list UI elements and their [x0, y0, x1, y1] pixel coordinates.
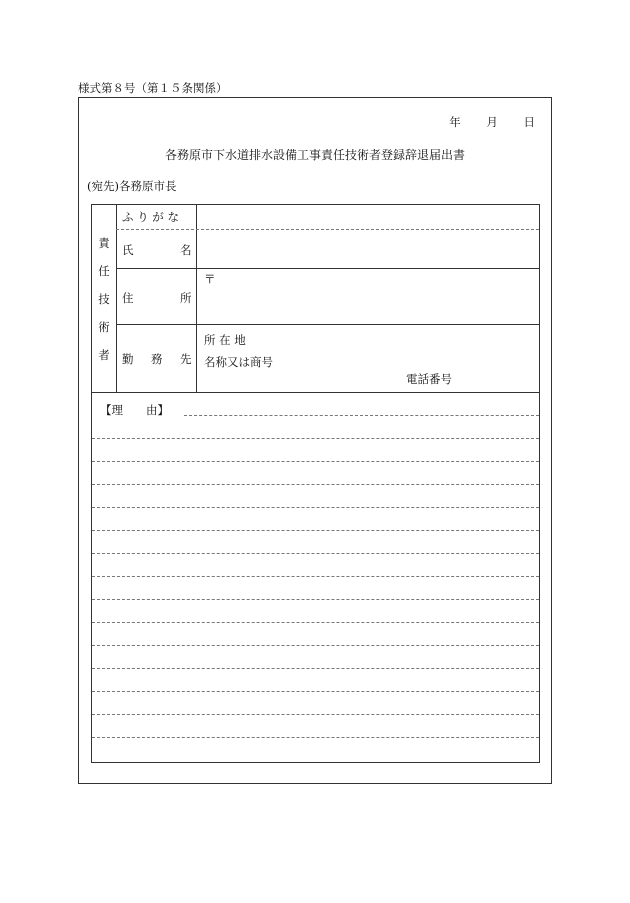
reason-line: [184, 415, 539, 416]
reason-line: [92, 622, 539, 623]
section-label-char: 術: [98, 320, 110, 334]
reason-line: [92, 484, 539, 485]
entry-table: [91, 204, 540, 763]
reason-line: [92, 599, 539, 600]
form-frame: [78, 97, 552, 784]
section-label-char: 任: [98, 264, 110, 278]
employer-label-2: 務: [151, 352, 163, 366]
reason-line: [92, 576, 539, 577]
reason-label: 【理 由】: [100, 403, 169, 417]
reason-line: [92, 668, 539, 669]
section-label-char: 技: [98, 292, 110, 306]
reason-line: [92, 530, 539, 531]
date-line: 年 月 日: [449, 115, 535, 129]
name-label-2: 名: [180, 243, 192, 257]
address-label-1: 住: [122, 291, 134, 305]
section-label-char: 責: [98, 236, 110, 250]
reason-line: [92, 737, 539, 738]
addressee: (宛先)各務原市長: [87, 179, 177, 193]
reason-line: [92, 714, 539, 715]
reason-line: [92, 507, 539, 508]
row-divider: [116, 324, 539, 325]
employer-label-1: 勤: [122, 352, 134, 366]
reason-line: [92, 461, 539, 462]
employer-label-3: 先: [180, 352, 192, 366]
section-label-char: 者: [98, 348, 110, 362]
form-number: 様式第８号（第１５条関係）: [78, 81, 228, 95]
furigana-divider: [116, 229, 539, 230]
address-label-2: 所: [180, 291, 192, 305]
location-label: 所 在 地: [204, 333, 246, 347]
form-title: 各務原市下水道排水設備工事責任技術者登録辞退届出書: [164, 148, 465, 162]
label-column-divider: [196, 205, 197, 392]
section-label-column: [92, 205, 117, 392]
reason-line: [92, 553, 539, 554]
phone-label: 電話番号: [406, 372, 452, 386]
company-name-label: 名称又は商号: [204, 355, 273, 369]
reason-line: [92, 438, 539, 439]
reason-line: [92, 645, 539, 646]
row-divider: [116, 268, 539, 269]
reason-line: [92, 691, 539, 692]
name-label-1: 氏: [122, 243, 134, 257]
furigana-label: ふ り が な: [122, 210, 179, 224]
postal-mark: 〒: [204, 272, 216, 286]
section-divider: [92, 392, 539, 393]
